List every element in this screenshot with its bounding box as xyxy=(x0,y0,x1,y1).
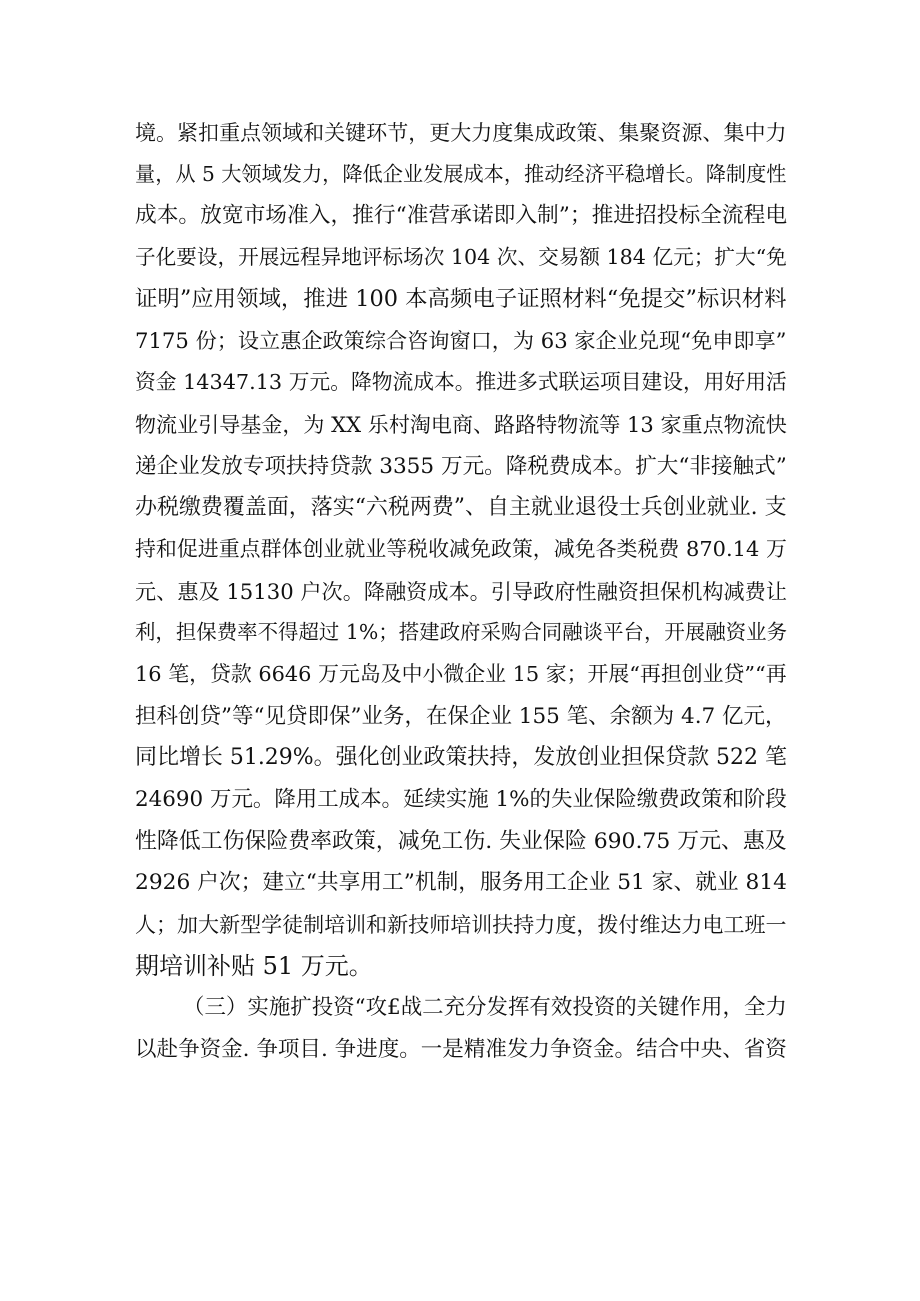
body-text xyxy=(135,112,787,1071)
text-line: 证明”应用领域，推进 100 本高频电子证照材料“免提交”标识材料 xyxy=(135,285,787,312)
text-line: 资金 14347.13 万元。降物流成本。推进多式联运项目建设，用好用活 xyxy=(135,370,787,395)
text-line: 担科创贷”等“见贷即保”业务，在保企业 155 笔、余额为 4.7 亿元， xyxy=(135,703,787,729)
text-line: 同比增长 51.29%。强化创业政策扶持，发放创业担保贷款 522 笔 xyxy=(135,745,787,771)
text-line: 性降低工伤保险费率政策，减免工伤. 失业保险 690.75 万元、惠及 xyxy=(135,828,787,854)
text-line: 量，从 5 大领域发力，降低企业发展成本，推动经济平稳增长。降制度性 xyxy=(135,161,787,186)
text-line: 24690 万元。降用工成本。延续实施 1%的失业保险缴费政策和阶段 xyxy=(135,787,787,812)
text-line: 以赴争资金. 争项目. 争进度。一是精准发力争资金。结合中央、省资 xyxy=(135,1037,787,1063)
text-line: 人；加大新型学徒制培训和新技师培训扶持力度，拨付维达力电工班一 xyxy=(135,912,787,938)
text-line: 16 笔，贷款 6646 万元岛及中小微企业 15 家；开展“再担创业贷”“再 xyxy=(135,661,787,686)
text-line: 利，担保费率不得超过 1%；搭建政府采购合同融谈平台，开展融资业务 xyxy=(135,620,788,645)
text-line: 2926 户次；建立“共享用工”机制，服务用工企业 51 家、就业 814 xyxy=(135,870,787,896)
section-heading-line: （三）实施扩投资“攻£战二充分发挥有效投资的关键作用，全力 xyxy=(183,995,787,1021)
text-line: 子化要设，开展远程异地评标场次 104 次、交易额 184 亿元；扩大“免 xyxy=(135,245,787,270)
text-line: 持和促进重点群体创业就业等税收减免政策，减免各类税费 870.14 万 xyxy=(135,536,787,561)
text-line: 元、惠及 15130 户次。降融资成本。引导政府性融资担保机构减费让 xyxy=(135,578,787,604)
text-line: 成本。放宽市场准入，推行“准营承诺即入制”；推进招投标全流程电 xyxy=(135,203,788,229)
text-line: 办税缴费覆盖面，落实“六税两费”、自主就业退役士兵创业就业. 支 xyxy=(135,495,787,521)
text-line: 递企业发放专项扶持贷款 3355 万元。降税费成本。扩大“非接触式” xyxy=(135,453,787,479)
text-line: 7175 份；设立惠企政策综合咨询窗口，为 63 家企业兑现“免申即享” xyxy=(135,328,787,354)
text-line: 期培训补贴 51 万元。 xyxy=(135,951,373,980)
text-line: 境。紧扣重点领域和关键环节，更大力度集成政策、集聚资源、集中力 xyxy=(135,120,787,145)
text-line: 物流业引导基金，为 XX 乐村淘电商、路路特物流等 13 家重点物流快 xyxy=(135,411,787,437)
